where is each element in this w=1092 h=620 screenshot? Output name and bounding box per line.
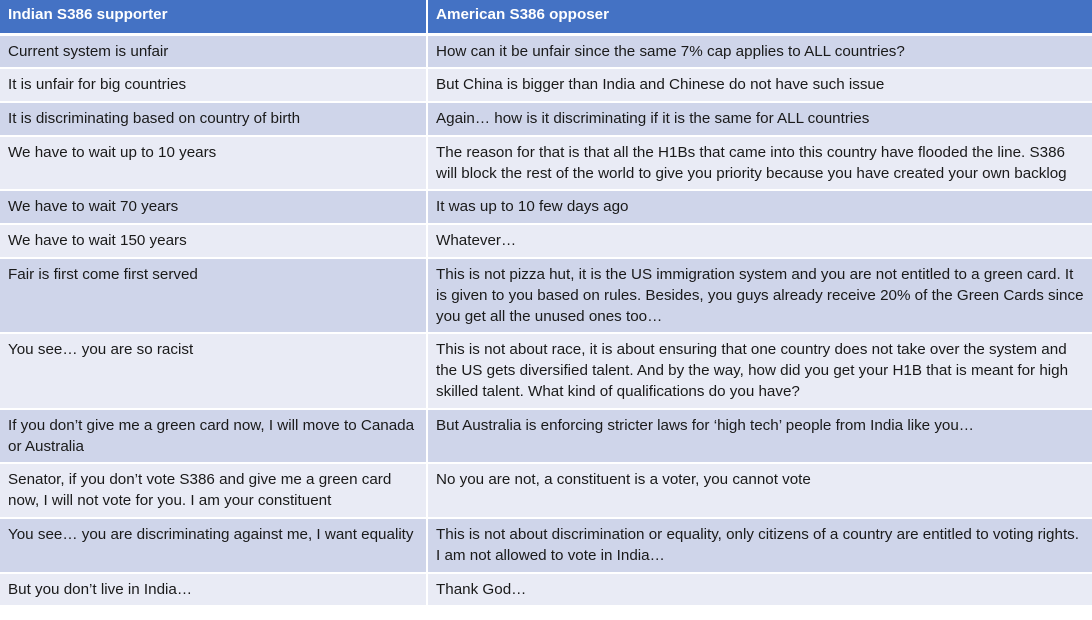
table-row [0, 136, 1092, 191]
table-row [0, 68, 1092, 102]
supporter-cell: We have to wait 70 years [0, 190, 427, 224]
table-row [0, 333, 1092, 408]
table-row [0, 258, 1092, 333]
opposer-cell: No you are not, a constituent is a voter, you cannot vote [427, 463, 1092, 518]
table-row [0, 34, 1092, 68]
supporter-cell: We have to wait 150 years [0, 224, 427, 258]
opposer-cell: Again… how is it discriminating if it is the same for ALL countries [427, 102, 1092, 136]
header-opposer: American S386 opposer [427, 0, 1092, 34]
table-row [0, 224, 1092, 258]
opposer-cell: But Australia is enforcing stricter laws for ‘high tech’ people from India like you… [427, 409, 1092, 464]
table-body [0, 34, 1092, 606]
header-row [0, 0, 1092, 34]
opposer-cell: The reason for that is that all the H1Bs that came into this country have flooded the line. S386 will block the rest of the world to give you priority because you have created your own backlog [427, 136, 1092, 191]
opposer-cell: How can it be unfair since the same 7% cap applies to ALL countries? [427, 34, 1092, 68]
supporter-cell: But you don’t live in India… [0, 573, 427, 607]
opposer-cell: Whatever… [427, 224, 1092, 258]
supporter-cell: It is discriminating based on country of birth [0, 102, 427, 136]
supporter-cell: Fair is first come first served [0, 258, 427, 333]
table-row [0, 102, 1092, 136]
supporter-cell: You see… you are so racist [0, 333, 427, 408]
header-supporter: Indian S386 supporter [0, 0, 427, 34]
table-row [0, 573, 1092, 607]
opposer-cell: It was up to 10 few days ago [427, 190, 1092, 224]
supporter-cell: If you don’t give me a green card now, I will move to Canada or Australia [0, 409, 427, 464]
opposer-cell: This is not about race, it is about ensuring that one country does not take over the system and the US gets diversified talent. And by the way, how did you get your H1B that is meant for high skilled talent. What kind of qualifications do you have? [427, 333, 1092, 408]
opposer-cell: But China is bigger than India and Chinese do not have such issue [427, 68, 1092, 102]
table-row [0, 463, 1092, 518]
opposer-cell: Thank God… [427, 573, 1092, 607]
supporter-cell: We have to wait up to 10 years [0, 136, 427, 191]
supporter-cell: Senator, if you don’t vote S386 and give me a green card now, I will not vote for you. I am your constituent [0, 463, 427, 518]
table-header [0, 0, 1092, 34]
supporter-cell: It is unfair for big countries [0, 68, 427, 102]
supporter-cell: Current system is unfair [0, 34, 427, 68]
table-row [0, 190, 1092, 224]
opposer-cell: This is not about discrimination or equality, only citizens of a country are entitled to voting rights. I am not allowed to vote in India… [427, 518, 1092, 573]
supporter-cell: You see… you are discriminating against me, I want equality [0, 518, 427, 573]
table-row [0, 409, 1092, 464]
table-row [0, 518, 1092, 573]
opposer-cell: This is not pizza hut, it is the US immigration system and you are not entitled to a green card. It is given to you based on rules. Besides, you guys already receive 20% of the Green Cards since you get all the unused ones too… [427, 258, 1092, 333]
